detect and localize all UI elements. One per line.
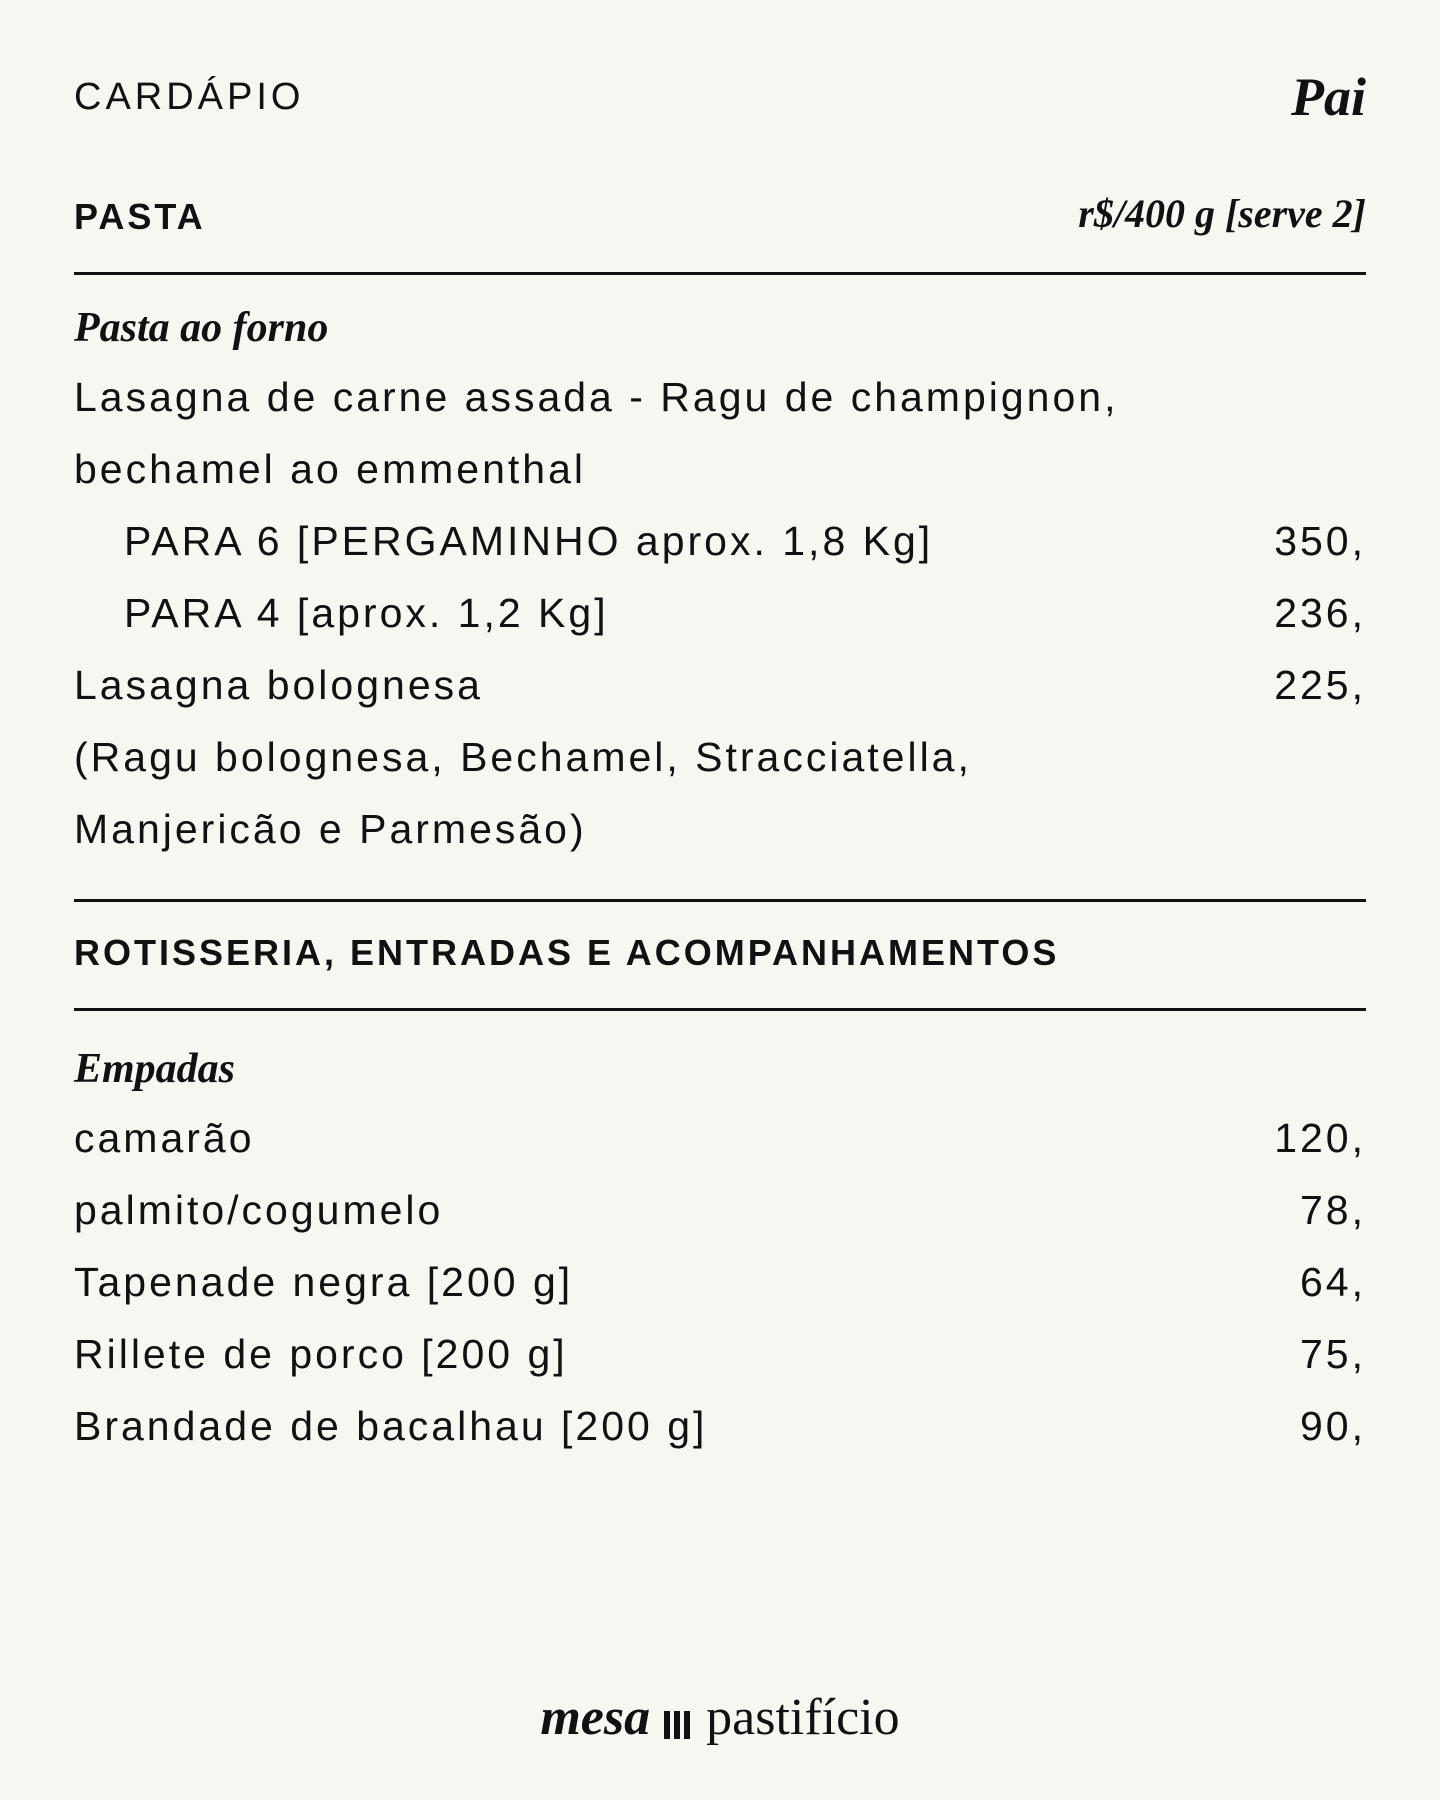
menu-line (74, 1259, 1366, 1319)
menu-line-text: camarão (74, 1115, 255, 1161)
menu-line (74, 1331, 1366, 1391)
menu-line-text: PARA 6 [PERGAMINHO aprox. 1,8 Kg] (124, 518, 934, 564)
menu-line-price: 225, (1274, 662, 1366, 708)
divider (74, 899, 1366, 902)
menu-line-text: Manjericão e Parmesão) (74, 806, 587, 852)
menu-line (74, 374, 1366, 434)
menu-line-text: Tapenade negra [200 g] (74, 1259, 574, 1305)
menu-line (74, 1187, 1366, 1247)
menu-line-text: Lasagna bolognesa (74, 662, 483, 708)
menu-line (74, 734, 1366, 794)
empadas-subtitle: Empadas (74, 1046, 236, 1092)
menu-line-price: 120, (1274, 1115, 1366, 1161)
menu-line-text: Lasagna de carne assada - Ragu de champignon, (74, 374, 1119, 420)
menu-line-text: PARA 4 [aprox. 1,2 Kg] (124, 590, 609, 636)
menu-line-price: 75, (1300, 1331, 1366, 1377)
menu-line (74, 806, 1366, 866)
menu-line (74, 1403, 1366, 1463)
rotisseria-section-title: ROTISSERIA, ENTRADAS E ACOMPANHAMENTOS (74, 932, 1060, 973)
pasta-section-title: PASTA (74, 196, 206, 237)
menu-line (74, 662, 1366, 722)
mesa-pastificio-logo (74, 1688, 1366, 1752)
menu-line-price: 78, (1300, 1187, 1366, 1233)
menu-line-text: (Ragu bolognesa, Bechamel, Stracciatella, (74, 734, 972, 780)
menu-line-price: 64, (1300, 1259, 1366, 1305)
menu-line (74, 1115, 1366, 1175)
menu-page (74, 0, 1366, 1800)
menu-name: Pai (1291, 67, 1366, 127)
logo-bars-icon (664, 1693, 694, 1752)
menu-line-price: 350, (1274, 518, 1366, 564)
menu-line (74, 446, 1366, 506)
pasta-subtitle: Pasta ao forno (74, 305, 329, 351)
divider (74, 1008, 1366, 1011)
logo-word-pastificio: pastifício (706, 1689, 900, 1746)
menu-line-price: 236, (1274, 590, 1366, 636)
divider (74, 272, 1366, 275)
menu-line-text: Rillete de porco [200 g] (74, 1331, 568, 1377)
menu-line-text: Brandade de bacalhau [200 g] (74, 1403, 708, 1449)
menu-line (74, 518, 1366, 578)
menu-line (74, 590, 1366, 650)
rotisseria-section-header (74, 932, 1366, 982)
pasta-section-header (74, 191, 1366, 246)
menu-line-price: 90, (1300, 1403, 1366, 1449)
menu-line-text: bechamel ao emmenthal (74, 446, 586, 492)
pasta-price-note: r$/400 g [serve 2] (1078, 191, 1366, 236)
menu-line-text: palmito/cogumelo (74, 1187, 444, 1233)
logo-word-mesa: mesa (540, 1689, 651, 1746)
cardapio-label: CARDÁPIO (74, 76, 305, 118)
top-bar (74, 67, 1366, 130)
